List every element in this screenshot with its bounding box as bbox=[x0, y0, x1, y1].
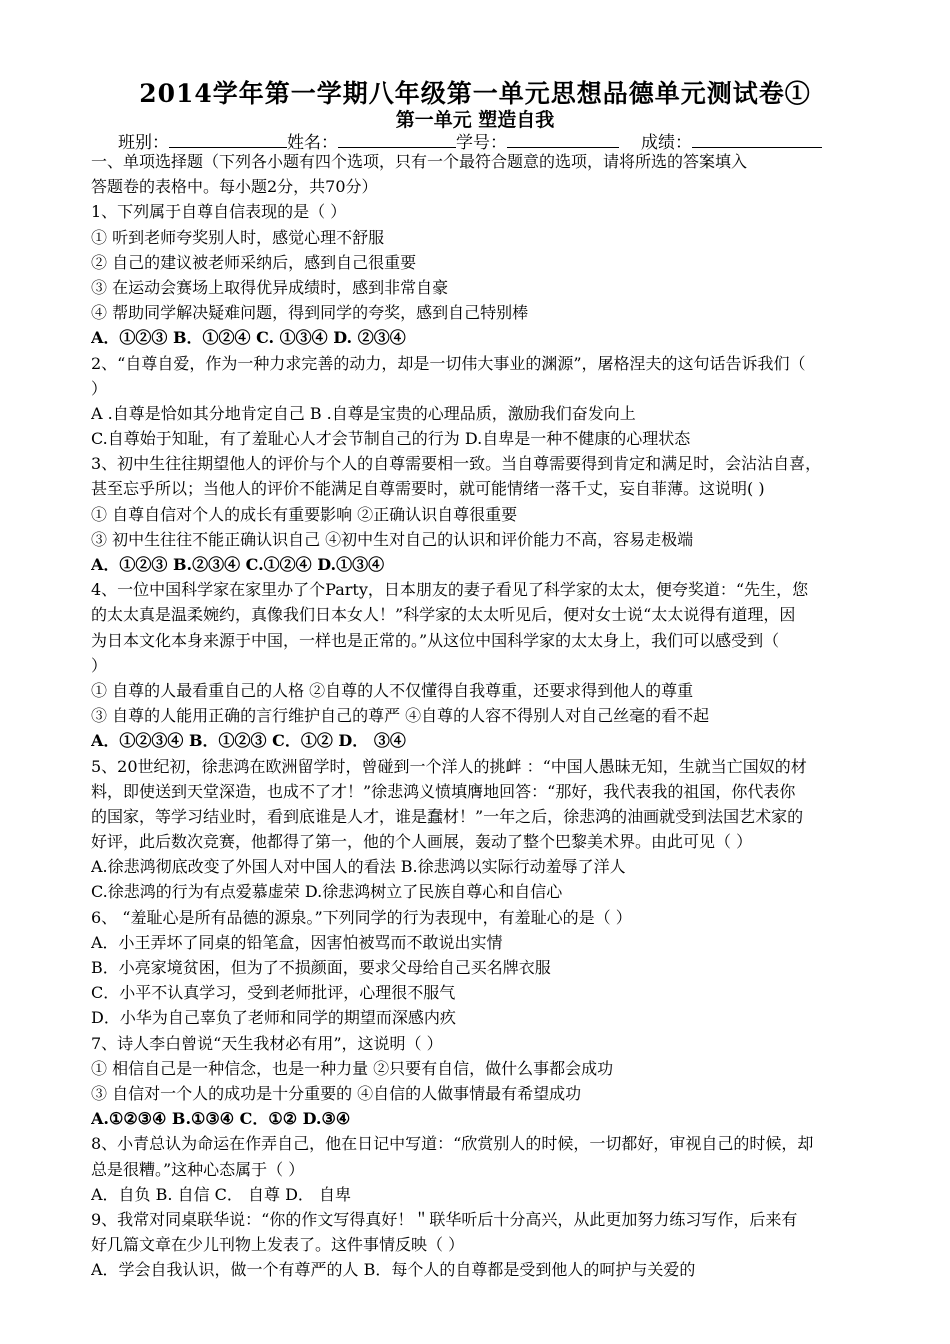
q2-options-ab: A .自尊是恰如其分地肯定自己 B .自尊是宝贵的心理品质，激励我们奋发向上 bbox=[91, 403, 636, 423]
id-field[interactable] bbox=[507, 131, 619, 148]
question-4: 4、一位中国科学家在家里办了个Party，日本朋友的妻子看见了科学家的太太，便夸奖道：“先生，您 bbox=[91, 580, 809, 600]
q9-options-ab: A．学会自我认识，做一个有尊严的人 B．每个人的自尊都是受到他人的呵护与关爱的 bbox=[91, 1260, 696, 1280]
section-heading: 一、单项选择题（下列各小题有四个选项，只有一个最符合题意的选项，请将所选的答案填入 bbox=[91, 152, 748, 171]
id-label: 学号： bbox=[456, 133, 507, 153]
q7-statements-12: ① 相信自己是一种信念，也是一种力量 ②只要有自信，做什么事都会成功 bbox=[91, 1058, 614, 1078]
question-9: 9、我常对同桌联华说：“你的作文写得真好！＂联华听后十分高兴，从此更加努力练习写作，后来有 bbox=[91, 1209, 798, 1229]
question-5-cont-1: 料，即使送到天堂深造，也成不了才！”徐悲鸿义愤填膺地回答：“那好，我代表我的祖国，你代表你 bbox=[91, 781, 796, 801]
question-7: 7、诗人李白曾说“天生我材必有用”，这说明（ ） bbox=[91, 1033, 443, 1053]
unit-subtitle: 第一单元 塑造自我 bbox=[395, 109, 555, 131]
question-5-cont-2: 的国家，等学习结业时，看到底谁是人才，谁是蠢材！”一年之后，徐悲鸿的油画就受到法国艺术家的 bbox=[91, 806, 804, 826]
question-3-cont: 甚至忘乎所以；当他人的评价不能满足自尊需要时，就可能情绪一落千丈，妄自菲薄。这说明( ) bbox=[91, 479, 765, 499]
q1-options: A．①②③ B．①②④ C. ①③④ D. ②③④ bbox=[91, 328, 406, 348]
question-8: 8、小青总认为命运在作弄自己，他在日记中写道：“欣赏别人的时候，一切都好，审视自己的时候，却 bbox=[91, 1134, 814, 1154]
class-field[interactable] bbox=[169, 131, 287, 148]
q1-statement-3: ③ 在运动会赛场上取得优异成绩时，感到非常自豪 bbox=[91, 277, 449, 297]
q5-options-cd: C.徐悲鸿的行为有点爱慕虚荣 D.徐悲鸿树立了民族自尊心和自信心 bbox=[91, 882, 563, 902]
q5-options-ab: A.徐悲鸿彻底改变了外国人对中国人的看法 B.徐悲鸿以实际行动羞辱了洋人 bbox=[91, 857, 626, 877]
question-4-cont-1: 的太太真是温柔婉约，真像我们日本女人！”科学家的太太听见后，便对女士说“太太说得有道理，因 bbox=[91, 605, 796, 625]
question-6: 6、 “羞耻心是所有品德的源泉。”下列同学的行为表现中，有羞耻心的是（ ） bbox=[91, 907, 632, 927]
question-9-cont: 好几篇文章在少儿刊物上发表了。这件事情反映（ ） bbox=[91, 1235, 465, 1255]
question-3: 3、初中生往往期望他人的评价与个人的自尊需要相一致。当自尊需要得到肯定和满足时，会沾沾自喜， bbox=[91, 454, 822, 474]
section-heading-cont: 答题卷的表格中。每小题2分，共70分） bbox=[91, 177, 378, 197]
q8-options: A．自负 B. 自信 C． 自尊 D． 自卑 bbox=[91, 1184, 351, 1204]
question-2: 2、“自尊自爱，作为一种力求完善的动力，却是一切伟大事业的渊源”，屠格涅夫的这句话告诉我们（ bbox=[91, 353, 806, 373]
q3-statements-34: ③ 初中生往往不能正确认识自己 ④初中生对自己的认识和评价能力不高，容易走极端 bbox=[91, 529, 694, 549]
score-field[interactable] bbox=[692, 131, 822, 148]
question-body bbox=[91, 149, 881, 1282]
question-8-cont: 总是很糟。”这种心态属于（ ） bbox=[91, 1159, 305, 1179]
q1-statement-1: ① 听到老师夸奖别人时，感觉心理不舒服 bbox=[91, 227, 385, 247]
name-field[interactable] bbox=[338, 131, 456, 148]
q3-statements-12: ① 自尊自信对个人的成长有重要影响 ②正确认识自尊很重要 bbox=[91, 504, 518, 524]
question-4-cont-2: 为日本文化本身来源于中国，一样也是正常的。”从这位中国科学家的太太身上，我们可以感受到（ bbox=[91, 630, 780, 650]
q1-statement-2: ② 自己的建议被老师采纳后，感到自己很重要 bbox=[91, 252, 417, 272]
q4-options: A．①②③④ B．①②③ C．①② D． ③④ bbox=[91, 731, 406, 751]
question-5-cont-3: 好评，此后数次竞赛，他都得了第一，他的个人画展，轰动了整个巴黎美术界。由此可见（ ） bbox=[91, 832, 753, 852]
question-4-cont-3: ） bbox=[91, 655, 108, 675]
q6-option-c: C．小平不认真学习，受到老师批评，心理很不服气 bbox=[91, 983, 456, 1003]
q1-statement-4: ④ 帮助同学解决疑难问题，得到同学的夸奖，感到自己特别棒 bbox=[91, 303, 529, 323]
q6-option-b: B．小亮家境贫困，但为了不损颜面，要求父母给自己买名牌衣服 bbox=[91, 958, 551, 977]
q6-option-a: A．小王弄坏了同桌的铅笔盒，因害怕被骂而不敢说出实情 bbox=[91, 932, 503, 952]
q6-option-d: D．小华为自己辜负了老师和同学的期望而深感内疚 bbox=[91, 1008, 456, 1028]
q2-options-cd: C.自尊始于知耻，有了羞耻心人才会节制自己的行为 D.自卑是一种不健康的心理状态 bbox=[91, 429, 691, 449]
class-label: 班别： bbox=[118, 133, 169, 153]
q7-options: A.①②③④ B.①③④ C．①② D.③④ bbox=[91, 1109, 351, 1129]
question-1: 1、下列属于自尊自信表现的是（ ） bbox=[91, 202, 347, 222]
question-5: 5、20世纪初，徐悲鸿在欧洲留学时，曾碰到一个洋人的挑衅 ：“中国人愚昧无知，生就当亡国奴的材 bbox=[91, 756, 807, 776]
q3-options: A．①②③ B.②③④ C.①②④ D.①③④ bbox=[91, 555, 385, 574]
name-label: 姓名： bbox=[287, 133, 338, 153]
exam-title: 2014学年第一学期八年级第一单元思想品德单元测试卷① bbox=[139, 79, 811, 108]
q4-statements-12: ① 自尊的人最看重自己的人格 ②自尊的人不仅懂得自我尊重，还要求得到他人的尊重 bbox=[91, 680, 694, 700]
q7-statements-34: ③ 自信对一个人的成功是十分重要的 ④自信的人做事情最有希望成功 bbox=[91, 1083, 582, 1103]
score-label: 成绩： bbox=[641, 133, 692, 153]
q4-statements-34: ③ 自尊的人能用正确的言行维护自己的尊严 ④自尊的人容不得别人对自己丝毫的看不起 bbox=[91, 706, 710, 726]
question-2-cont: ） bbox=[91, 378, 108, 398]
